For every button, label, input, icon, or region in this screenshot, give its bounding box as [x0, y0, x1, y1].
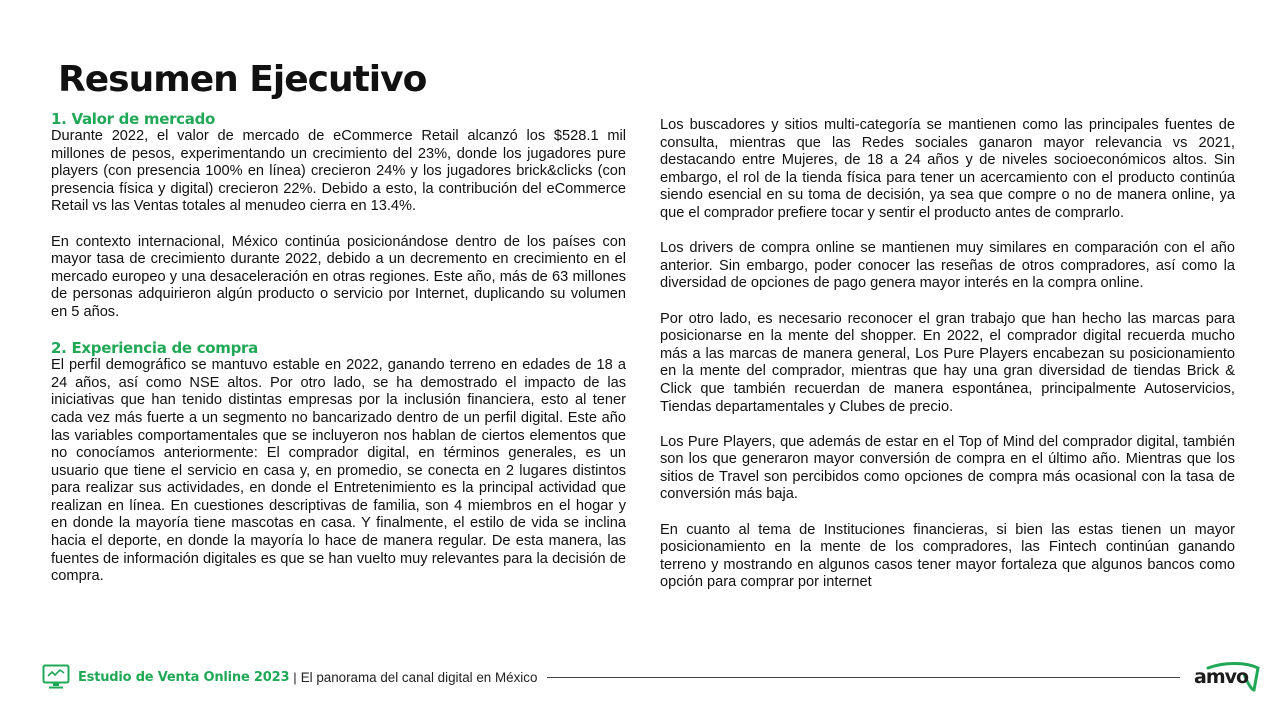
- logo-text: amvo: [1194, 666, 1249, 688]
- left-column: [51, 110, 626, 586]
- page-title: Resumen Ejecutivo: [58, 59, 427, 100]
- monitor-icon: [42, 664, 70, 690]
- paragraph: En cuanto al tema de Instituciones financieras, si bien las estas tienen un mayor posicionamiento en la mente de los compradores, las Fintech continúan ganando terreno y mostrando en algunos casos tener mayor fortaleza que algunos bancos como opción para comprar por internet: [660, 521, 1235, 591]
- footer-divider: [547, 677, 1180, 678]
- paragraph: Durante 2022, el valor de mercado de eCommerce Retail alcanzó los $528.1 mil millones de pesos, experimentando un crecimiento del 23%, donde los jugadores pure players (con presencia 100% en línea) crecieron 24% y los jugadores brick&clicks (con presencia física y digital) crecieron 22%. Debido a esto, la contribución del eCommerce Retail vs las Ventas totales al menudeo cierra en 13.4%.: [51, 128, 626, 215]
- right-column: [660, 117, 1235, 592]
- footer-subtitle: El panorama del canal digital en México: [300, 669, 538, 685]
- paragraph: En contexto internacional, México continúa posicionándose dentro de los países con mayor tasa de crecimiento durante 2022, debido a un decremento en crecimiento en el mercado europeo y una desaceleración en otras regiones. Este año, más de 63 millones de personas adquirieron algún producto o servicio por Internet, duplicando su volumen en 5 años.: [51, 233, 626, 320]
- amvo-logo: [1194, 660, 1262, 694]
- footer: [42, 660, 1262, 694]
- footer-brand: Estudio de Venta Online 2023: [78, 669, 290, 685]
- section-heading-shopping-experience: 2. Experiencia de compra: [51, 339, 258, 358]
- paragraph: Los buscadores y sitios multi-categoría se mantienen como las principales fuentes de consulta, mientras que las Redes sociales ganaron mayor relevancia vs 2021, destacando entre Mujeres, de 18 a 24 años y de niveles socioeconómicos altos. Sin embargo, el rol de la tienda física para tener un acercamiento con el producto continúa siendo esencial en su toma de decisión, ya sea que compre o no de manera online, ya que el comprador prefiere tocar y sentir el producto antes de comprarlo.: [660, 117, 1235, 221]
- paragraph: Los Pure Players, que además de estar en el Top of Mind del comprador digital, también son los que generaron mayor conversión de compra en el último año. Mientras que los sitios de Travel son percibidos como opciones de compra más ocasional con la tasa de conversión más baja.: [660, 433, 1235, 503]
- footer-separator: |: [293, 669, 297, 685]
- section-heading-market-value: 1. Valor de mercado: [51, 110, 216, 128]
- paragraph: Por otro lado, es necesario reconocer el gran trabajo que han hecho las marcas para posicionarse en la mente del shopper. En 2022, el comprador digital recuerda mucho más a las marcas de manera general, Los Pure Players encabezan su posicionamiento en la mente del comprador, mientras que hay una gran diversidad de tiendas Brick & Click que también recuerdan de manera espontánea, principalmente Autoservicios, Tiendas departamentales y Clubes de precio.: [660, 310, 1235, 415]
- paragraph: El perfil demográfico se mantuvo estable en 2022, ganando terreno en edades de 18 a 24 años, así como NSE altos. Por otro lado, se ha demostrado el impacto de las iniciativas que han tenido distintas empresas por la inclusión financiera, esto al tener cada vez más fuerte a un segmento no bancarizado dentro de un perfil digital. Este año las variables comportamentales que se incluyeron nos hablan de ciertos elementos que no conocíamos anteriormente: El comprador digital, en términos generales, es un usuario que tiene el servicio en casa y, en promedio, se conecta en 2 lugares distintos para realizar sus actividades, en donde el Entretenimiento es la principal actividad que realizan en línea. En cuestiones descriptivas de familia, son 4 miembros en el hogar y en donde la mayoría tiene mascotas en casa. Y finalmente, el estilo de vida se inclina hacia el deporte, en donde la mayoría lo hace de manera regular. De esta manera, las fuentes de información digitales es que se han vuelto muy relevantes para la decisión de compra.: [51, 357, 626, 585]
- paragraph: Los drivers de compra online se mantienen muy similares en comparación con el año anterior. Sin embargo, poder conocer las reseñas de otros compradores, así como la diversidad de opciones de pago genera mayor interés en la compra online.: [660, 240, 1235, 292]
